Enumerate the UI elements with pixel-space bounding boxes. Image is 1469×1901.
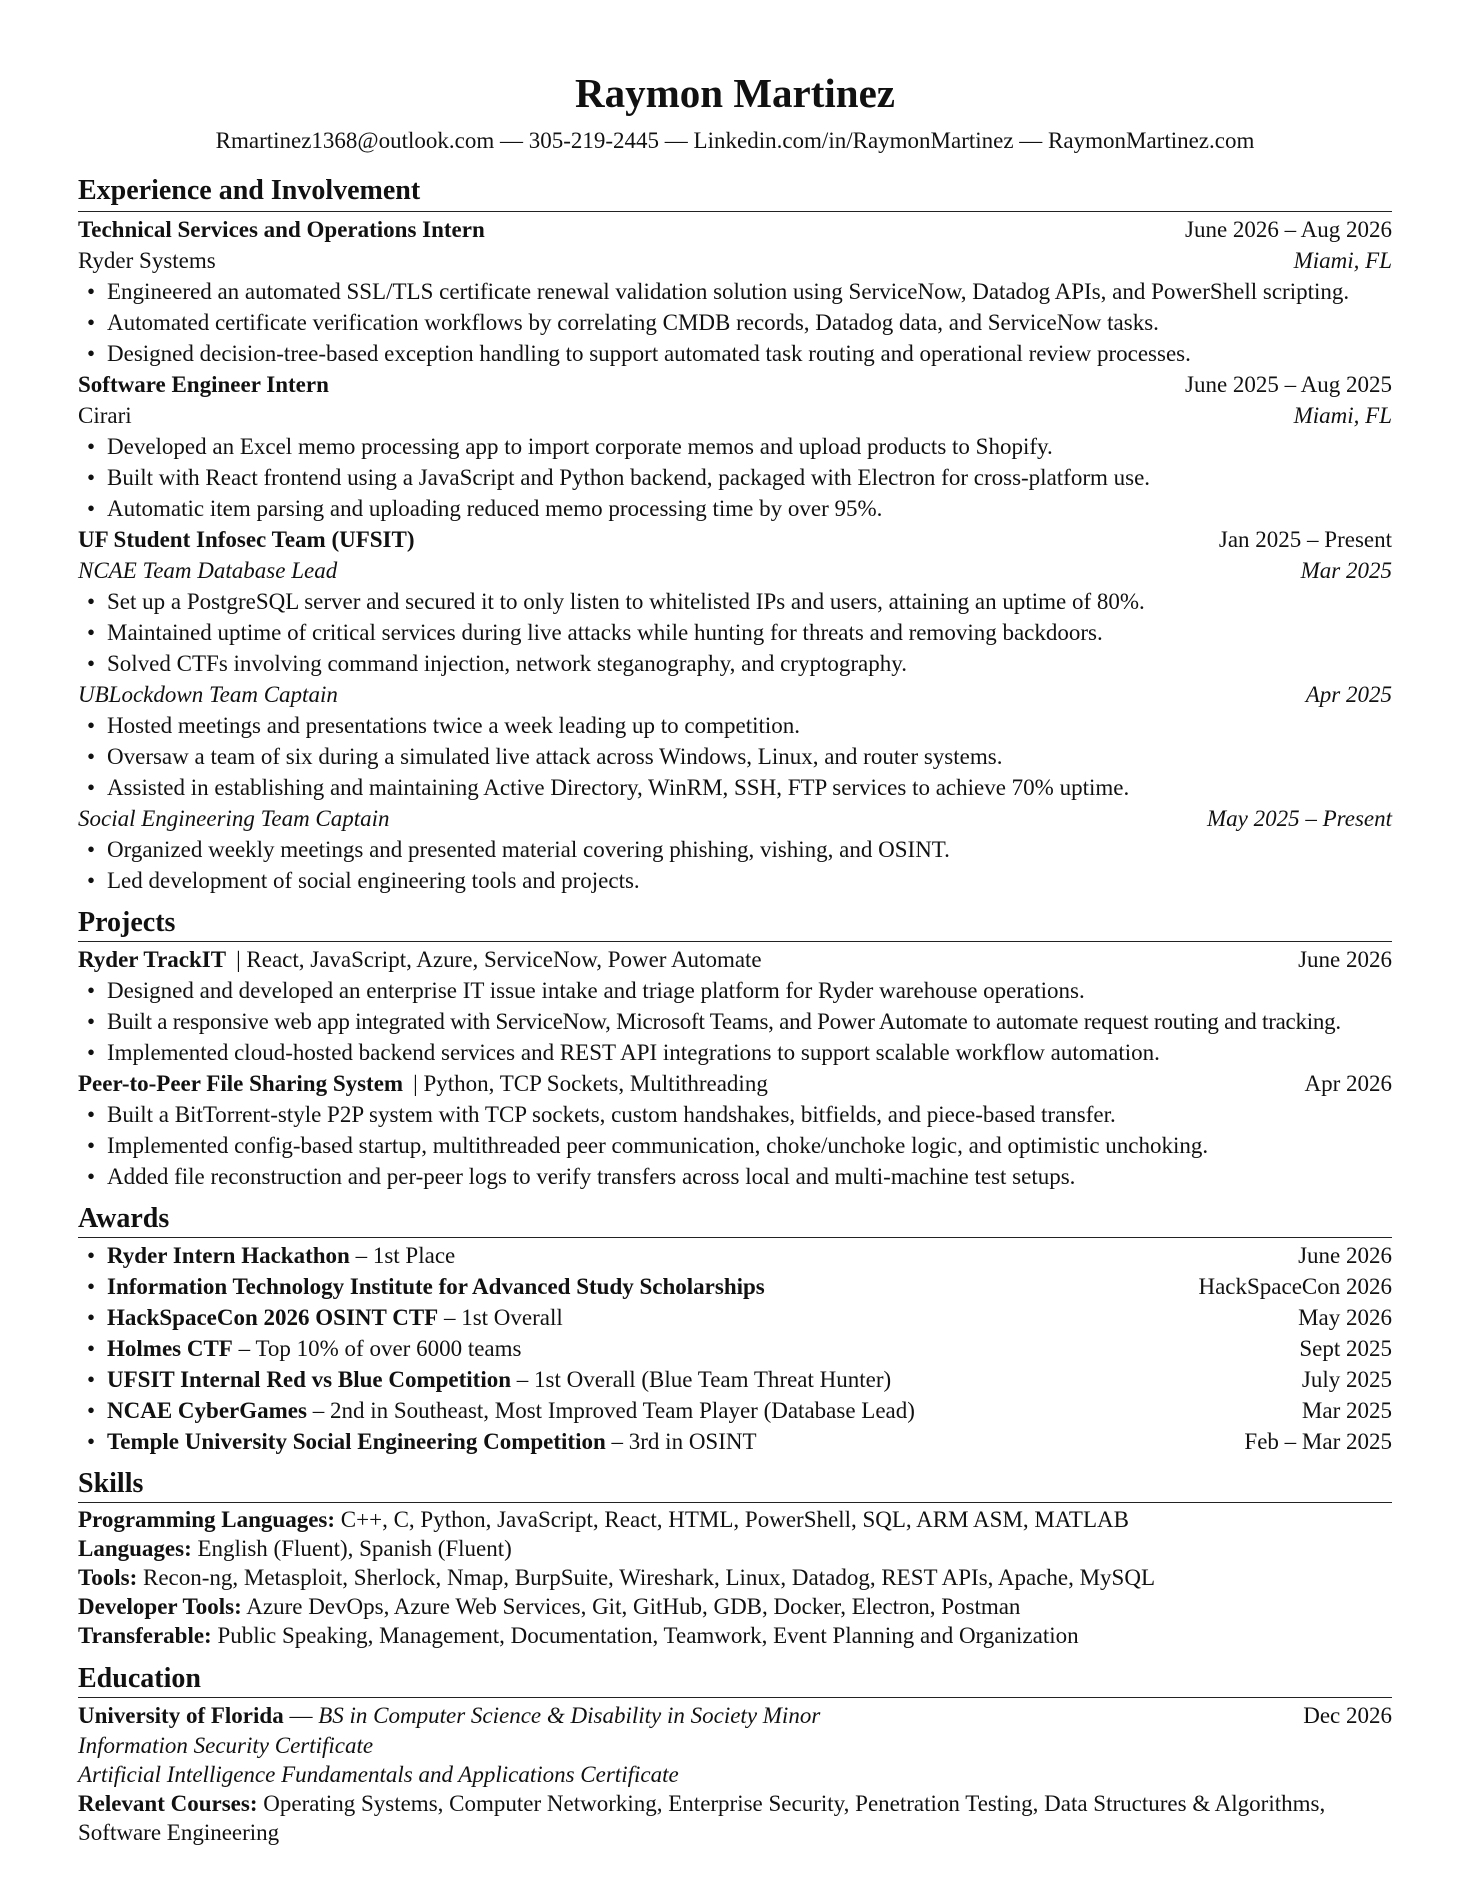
- skill-row: [78, 1621, 1392, 1650]
- bullet-item: • Designed and developed an enterprise IT issue intake and triage platform for Ryder warehouse operations.: [78, 975, 1392, 1006]
- project-tech: | Python, TCP Sockets, Multithreading: [413, 1071, 768, 1096]
- bullet-item: • Organized weekly meetings and presented material covering phishing, vishing, and OSINT.: [78, 834, 1392, 865]
- job-org-row: [78, 400, 1392, 431]
- bullet-item: • Assisted in establishing and maintaining Active Directory, WinRM, SSH, FTP services to achieve 70% uptime.: [78, 772, 1392, 803]
- certificate: Information Security Certificate: [78, 1733, 374, 1758]
- award-date: Feb – Mar 2025: [1244, 1429, 1392, 1454]
- bullet-item: • Designed decision-tree-based exception handling to support automated task routing and operational review processes.: [78, 338, 1392, 369]
- relevant-courses: [78, 1789, 1392, 1847]
- award-date: May 2026: [1298, 1305, 1392, 1330]
- role-date: Mar 2025: [1300, 558, 1392, 583]
- resume-page: [78, 62, 1392, 1847]
- school-name: University of Florida: [78, 1703, 284, 1728]
- award-detail: – Top 10% of over 6000 teams: [232, 1336, 522, 1361]
- award-text: [107, 1364, 891, 1395]
- bullet-item: • Maintained uptime of critical services during live attacks while hunting for threats and removing backdoors.: [78, 617, 1392, 648]
- section-title-experience: Experience and Involvement: [78, 172, 1392, 212]
- job-bullets: [78, 431, 1392, 524]
- bullet-item: • Developed an Excel memo processing app to import corporate memos and upload products to Shopify.: [78, 431, 1392, 462]
- role-bullets: [78, 834, 1392, 896]
- graduation-date: Dec 2026: [1303, 1703, 1392, 1728]
- job-role: Software Engineer Intern: [78, 372, 329, 397]
- award-item: [78, 1364, 1392, 1395]
- bullet-item: • Implemented cloud-hosted backend services and REST API integrations to support scalable workflow automation.: [78, 1037, 1392, 1068]
- project-tech: | React, JavaScript, Azure, ServiceNow, Power Automate: [236, 947, 762, 972]
- role-bullets: [78, 586, 1392, 679]
- job-role: Technical Services and Operations Intern: [78, 217, 485, 242]
- award-detail: – 3rd in OSINT: [605, 1429, 757, 1454]
- role-date: Apr 2025: [1305, 682, 1392, 707]
- skill-value: Azure DevOps, Azure Web Services, Git, GitHub, GDB, Docker, Electron, Postman: [246, 1594, 1021, 1619]
- award-date: Mar 2025: [1301, 1398, 1392, 1423]
- job-org: Cirari: [78, 403, 132, 428]
- role-bullets: [78, 710, 1392, 803]
- project-p2p: [78, 1068, 1392, 1192]
- award-text: [107, 1271, 765, 1302]
- award-text: [107, 1302, 563, 1333]
- job-ryder: [78, 214, 1392, 369]
- bullet-item: • Implemented config-based startup, multithreaded peer communication, choke/unchoke logic, and optimistic unchoking.: [78, 1130, 1392, 1161]
- award-item: [78, 1302, 1392, 1333]
- job-header-row: [78, 214, 1392, 245]
- org-dates: Jan 2025 – Present: [1218, 527, 1392, 552]
- job-bullets: [78, 276, 1392, 369]
- bullet-item: • Solved CTFs involving command injection, network steganography, and cryptography.: [78, 648, 1392, 679]
- candidate-name: Raymon Martinez: [575, 70, 895, 116]
- bullet-item: • Automatic item parsing and uploading reduced memo processing time by over 95%.: [78, 493, 1392, 524]
- award-text: [107, 1395, 915, 1426]
- award-name: HackSpaceCon 2026 OSINT CTF: [107, 1305, 439, 1330]
- award-date: Sept 2025: [1299, 1336, 1392, 1361]
- org-ufsit: [78, 524, 1392, 896]
- skills-list: [78, 1505, 1392, 1650]
- bullet-item: • Built with React frontend using a JavaScript and Python backend, packaged with Electron for cross-platform use.: [78, 462, 1392, 493]
- project-name: Ryder TrackIT: [78, 947, 227, 972]
- award-text: [107, 1333, 521, 1364]
- award-date: HackSpaceCon 2026: [1198, 1274, 1392, 1299]
- bullet-item: • Automated certificate verification workflows by correlating CMDB records, Datadog data, and ServiceNow tasks.: [78, 307, 1392, 338]
- education-entry: [78, 1700, 1392, 1847]
- project-bullets: [78, 975, 1392, 1068]
- education-header-row: [78, 1700, 1392, 1731]
- role-row: [78, 679, 1392, 710]
- section-title-education: Education: [78, 1660, 1392, 1698]
- degree: BS in Computer Science & Disability in Society Minor: [318, 1703, 821, 1728]
- award-item: [78, 1395, 1392, 1426]
- org-name: UF Student Infosec Team (UFSIT): [78, 527, 415, 552]
- bullet-item: • Set up a PostgreSQL server and secured it to only listen to whitelisted IPs and users, attaining an uptime of 80%.: [78, 586, 1392, 617]
- job-dates: June 2025 – Aug 2025: [1185, 372, 1392, 397]
- skill-label: Programming Languages:: [78, 1507, 336, 1532]
- job-org: Ryder Systems: [78, 248, 216, 273]
- award-detail: – 1st Overall (Blue Team Threat Hunter): [511, 1367, 892, 1392]
- section-title-skills: Skills: [78, 1465, 1392, 1503]
- bullet-item: • Oversaw a team of six during a simulated live attack across Windows, Linux, and router systems.: [78, 741, 1392, 772]
- project-title-group: [78, 944, 762, 975]
- section-title-awards: Awards: [78, 1200, 1392, 1238]
- award-name: NCAE CyberGames: [107, 1398, 307, 1423]
- award-detail: – 1st Place: [349, 1243, 456, 1268]
- bullet-item: • Built a BitTorrent-style P2P system with TCP sockets, custom handshakes, bitfields, and piece-based transfer.: [78, 1099, 1392, 1130]
- skill-label: Transferable:: [78, 1623, 212, 1648]
- project-header-row: [78, 944, 1392, 975]
- skill-value: C++, C, Python, JavaScript, React, HTML, PowerShell, SQL, ARM ASM, MATLAB: [340, 1507, 1129, 1532]
- award-item: [78, 1333, 1392, 1364]
- award-text: [107, 1240, 455, 1271]
- job-location: Miami, FL: [1293, 248, 1392, 273]
- project-name: Peer-to-Peer File Sharing System: [78, 1071, 404, 1096]
- section-title-projects: Projects: [78, 904, 1392, 942]
- project-bullets: [78, 1099, 1392, 1192]
- role-title: NCAE Team Database Lead: [78, 558, 338, 583]
- bullet-item: • Built a responsive web app integrated with ServiceNow, Microsoft Teams, and Power Automate to automate request routing and tracking.: [78, 1006, 1392, 1037]
- award-item: [78, 1240, 1392, 1271]
- bullet-item: • Led development of social engineering tools and projects.: [78, 865, 1392, 896]
- project-trackit: [78, 944, 1392, 1068]
- project-date: Apr 2026: [1304, 1071, 1392, 1096]
- job-cirari: [78, 369, 1392, 524]
- award-item: [78, 1271, 1392, 1302]
- award-name: Temple University Social Engineering Competition: [107, 1429, 606, 1454]
- role-date: May 2025 – Present: [1206, 806, 1392, 831]
- job-header-row: [78, 369, 1392, 400]
- skill-value: Recon-ng, Metasploit, Sherlock, Nmap, BurpSuite, Wireshark, Linux, Datadog, REST APIs, Apache, MySQL: [142, 1565, 1156, 1590]
- education-school-group: [78, 1700, 820, 1731]
- skill-row: [78, 1505, 1392, 1534]
- award-text: [107, 1426, 757, 1457]
- skill-row: [78, 1563, 1392, 1592]
- bullet-item: • Engineered an automated SSL/TLS certificate renewal validation solution using ServiceNow, Datadog APIs, and PowerShell scripting.: [78, 276, 1392, 307]
- skill-label: Languages:: [78, 1536, 192, 1561]
- skill-value: Public Speaking, Management, Documentation, Teamwork, Event Planning and Organization: [217, 1623, 1079, 1648]
- courses-value: Operating Systems, Computer Networking, Enterprise Security, Penetration Testing, Data Structures & Algorithms, Software Engineering: [78, 1791, 1326, 1845]
- courses-label: Relevant Courses:: [78, 1791, 258, 1816]
- role-title: UBLockdown Team Captain: [78, 682, 338, 707]
- skill-label: Tools:: [78, 1565, 138, 1590]
- project-date: June 2026: [1298, 947, 1392, 972]
- award-date: June 2026: [1298, 1243, 1392, 1268]
- award-detail: – 1st Overall: [438, 1305, 563, 1330]
- award-detail: – 2nd in Southeast, Most Improved Team Player (Database Lead): [306, 1398, 915, 1423]
- job-org-row: [78, 245, 1392, 276]
- role-row: [78, 555, 1392, 586]
- skill-value: English (Fluent), Spanish (Fluent): [197, 1536, 512, 1561]
- award-item: [78, 1426, 1392, 1457]
- project-title-group: [78, 1068, 768, 1099]
- certificate: Artificial Intelligence Fundamentals and Applications Certificate: [78, 1762, 679, 1787]
- role-title: Social Engineering Team Captain: [78, 806, 390, 831]
- contact-line: Rmartinez1368@outlook.com — 305-219-2445 — Linkedin.com/in/RaymonMartinez — RaymonMartinez.com: [215, 128, 1255, 153]
- skill-row: [78, 1592, 1392, 1621]
- awards-list: [78, 1240, 1392, 1457]
- project-header-row: [78, 1068, 1392, 1099]
- award-name: Information Technology Institute for Advanced Study Scholarships: [107, 1274, 765, 1299]
- award-name: Ryder Intern Hackathon: [107, 1243, 350, 1268]
- skill-label: Developer Tools:: [78, 1594, 242, 1619]
- award-name: UFSIT Internal Red vs Blue Competition: [107, 1367, 512, 1392]
- bullet-item: • Hosted meetings and presentations twice a week leading up to competition.: [78, 710, 1392, 741]
- job-location: Miami, FL: [1293, 403, 1392, 428]
- award-date: July 2025: [1301, 1367, 1392, 1392]
- org-header-row: [78, 524, 1392, 555]
- role-row: [78, 803, 1392, 834]
- school-separator: —: [283, 1703, 319, 1728]
- skill-row: [78, 1534, 1392, 1563]
- bullet-item: • Added file reconstruction and per-peer logs to verify transfers across local and multi-machine test setups.: [78, 1161, 1392, 1192]
- job-dates: June 2026 – Aug 2026: [1185, 217, 1392, 242]
- award-name: Holmes CTF: [107, 1336, 233, 1361]
